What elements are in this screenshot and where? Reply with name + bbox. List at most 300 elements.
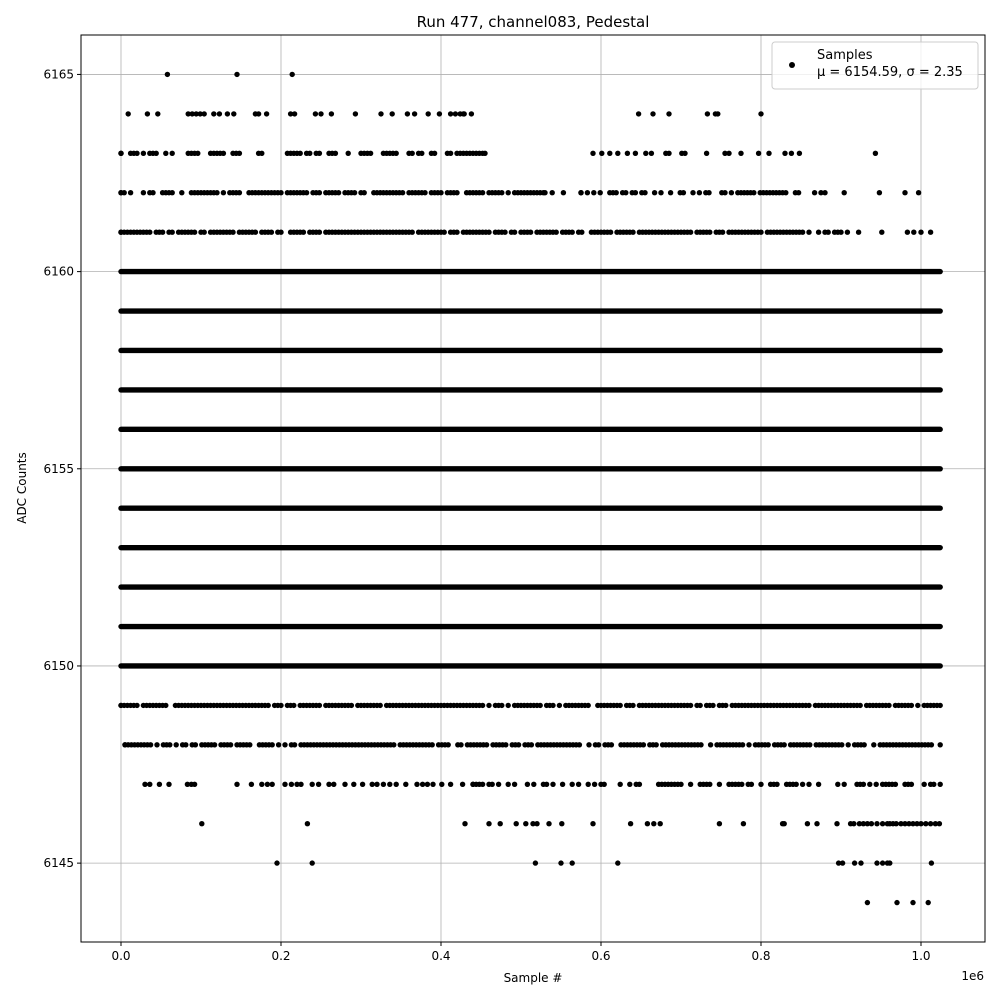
data-point bbox=[782, 821, 787, 826]
data-point bbox=[155, 111, 160, 116]
data-point bbox=[145, 111, 150, 116]
data-point bbox=[937, 821, 942, 826]
data-point bbox=[298, 782, 303, 787]
data-point bbox=[783, 190, 788, 195]
data-point bbox=[642, 190, 647, 195]
data-point bbox=[448, 151, 453, 156]
data-point bbox=[231, 111, 236, 116]
data-point bbox=[926, 900, 931, 905]
data-point bbox=[291, 703, 296, 708]
data-point bbox=[751, 190, 756, 195]
data-point bbox=[865, 900, 870, 905]
data-point bbox=[217, 111, 222, 116]
data-point bbox=[592, 782, 597, 787]
data-point bbox=[316, 782, 321, 787]
data-point bbox=[118, 190, 123, 195]
data-point bbox=[269, 230, 274, 235]
data-point bbox=[852, 860, 857, 865]
data-point bbox=[598, 190, 603, 195]
data-point bbox=[707, 230, 712, 235]
data-point bbox=[310, 782, 315, 787]
data-point bbox=[645, 821, 650, 826]
data-point bbox=[879, 230, 884, 235]
data-point bbox=[929, 860, 934, 865]
data-point bbox=[313, 111, 318, 116]
data-point bbox=[480, 703, 485, 708]
data-point bbox=[858, 860, 863, 865]
data-point bbox=[630, 230, 635, 235]
data-point bbox=[707, 782, 712, 787]
data-point bbox=[141, 190, 146, 195]
data-point bbox=[938, 742, 943, 747]
data-point bbox=[414, 782, 419, 787]
data-point bbox=[628, 821, 633, 826]
data-point bbox=[688, 703, 693, 708]
data-point bbox=[163, 703, 168, 708]
data-point bbox=[916, 190, 921, 195]
data-point bbox=[387, 782, 392, 787]
data-point bbox=[923, 821, 928, 826]
data-point bbox=[122, 742, 127, 747]
data-point bbox=[938, 782, 943, 787]
data-point bbox=[805, 821, 810, 826]
data-point bbox=[807, 742, 812, 747]
data-point bbox=[717, 782, 722, 787]
data-point bbox=[202, 111, 207, 116]
data-point bbox=[570, 230, 575, 235]
data-point bbox=[550, 190, 555, 195]
data-point bbox=[586, 782, 591, 787]
data-point bbox=[486, 821, 491, 826]
data-point bbox=[578, 190, 583, 195]
data-point bbox=[174, 742, 179, 747]
data-point bbox=[816, 230, 821, 235]
data-point bbox=[720, 230, 725, 235]
data-point bbox=[425, 782, 430, 787]
data-point bbox=[812, 190, 817, 195]
data-point bbox=[546, 821, 551, 826]
data-point bbox=[586, 742, 591, 747]
y-tick-label: 6150 bbox=[43, 658, 74, 673]
data-point bbox=[636, 111, 641, 116]
data-point bbox=[931, 782, 936, 787]
data-point bbox=[880, 821, 885, 826]
data-point bbox=[336, 190, 341, 195]
data-point bbox=[400, 190, 405, 195]
data-point bbox=[874, 821, 879, 826]
data-point bbox=[420, 782, 425, 787]
data-point bbox=[533, 860, 538, 865]
data-point bbox=[318, 111, 323, 116]
data-point bbox=[458, 742, 463, 747]
data-point bbox=[349, 703, 354, 708]
data-point bbox=[192, 782, 197, 787]
data-point bbox=[516, 742, 521, 747]
data-point bbox=[374, 782, 379, 787]
data-point bbox=[394, 782, 399, 787]
data-point bbox=[142, 782, 147, 787]
data-point bbox=[806, 230, 811, 235]
data-point bbox=[858, 703, 863, 708]
x-tick-label: 0.8 bbox=[751, 949, 771, 963]
data-point bbox=[834, 821, 839, 826]
data-point bbox=[570, 860, 575, 865]
data-point bbox=[909, 782, 914, 787]
data-point bbox=[570, 782, 575, 787]
data-point bbox=[726, 151, 731, 156]
data-point bbox=[557, 703, 562, 708]
data-point bbox=[542, 190, 547, 195]
data-point bbox=[842, 782, 847, 787]
data-point bbox=[270, 782, 275, 787]
data-point bbox=[800, 230, 805, 235]
data-point bbox=[259, 151, 264, 156]
data-point bbox=[614, 190, 619, 195]
data-point bbox=[274, 860, 279, 865]
data-point bbox=[749, 782, 754, 787]
data-point bbox=[307, 151, 312, 156]
data-point bbox=[480, 190, 485, 195]
data-point bbox=[806, 703, 811, 708]
data-point bbox=[845, 230, 850, 235]
data-point bbox=[317, 190, 322, 195]
data-point bbox=[170, 151, 175, 156]
data-point bbox=[454, 190, 459, 195]
data-point bbox=[426, 111, 431, 116]
data-point bbox=[292, 742, 297, 747]
data-point bbox=[329, 111, 334, 116]
y-tick-label: 6155 bbox=[43, 461, 74, 476]
data-point bbox=[902, 190, 907, 195]
data-point bbox=[305, 821, 310, 826]
data-point bbox=[627, 782, 632, 787]
data-point bbox=[682, 151, 687, 156]
data-point bbox=[490, 782, 495, 787]
data-point bbox=[370, 782, 375, 787]
y-tick-label: 6160 bbox=[43, 264, 74, 279]
data-point bbox=[590, 151, 595, 156]
data-point bbox=[195, 151, 200, 156]
data-point bbox=[862, 742, 867, 747]
data-point bbox=[756, 151, 761, 156]
data-point bbox=[550, 703, 555, 708]
data-point bbox=[586, 703, 591, 708]
data-point bbox=[278, 230, 283, 235]
data-point bbox=[591, 190, 596, 195]
data-point bbox=[846, 742, 851, 747]
data-point bbox=[163, 151, 168, 156]
data-point bbox=[134, 151, 139, 156]
data-point bbox=[512, 230, 517, 235]
data-point bbox=[394, 151, 399, 156]
data-point bbox=[880, 860, 885, 865]
data-point bbox=[282, 742, 287, 747]
data-point bbox=[342, 782, 347, 787]
data-point bbox=[410, 151, 415, 156]
data-point bbox=[256, 111, 261, 116]
data-point bbox=[666, 111, 671, 116]
data-point bbox=[856, 230, 861, 235]
data-point bbox=[609, 742, 614, 747]
data-point bbox=[599, 151, 604, 156]
data-point bbox=[160, 230, 165, 235]
data-point bbox=[523, 821, 528, 826]
data-point bbox=[658, 190, 663, 195]
data-point bbox=[410, 230, 415, 235]
data-point bbox=[134, 703, 139, 708]
data-point bbox=[641, 742, 646, 747]
data-point bbox=[454, 230, 459, 235]
data-point bbox=[512, 782, 517, 787]
data-point bbox=[643, 151, 648, 156]
data-point bbox=[894, 821, 899, 826]
data-point bbox=[419, 151, 424, 156]
data-point bbox=[838, 230, 843, 235]
data-point bbox=[486, 703, 491, 708]
x-tick-label: 0.2 bbox=[271, 949, 291, 963]
data-point bbox=[211, 111, 216, 116]
data-point bbox=[362, 190, 367, 195]
data-point bbox=[150, 190, 155, 195]
data-point bbox=[154, 151, 159, 156]
data-point bbox=[561, 190, 566, 195]
data-point bbox=[758, 230, 763, 235]
data-point bbox=[317, 703, 322, 708]
data-point bbox=[835, 782, 840, 787]
data-point bbox=[118, 703, 123, 708]
data-point bbox=[544, 782, 549, 787]
data-point bbox=[502, 230, 507, 235]
data-point bbox=[304, 190, 309, 195]
data-point bbox=[360, 782, 365, 787]
data-point bbox=[528, 230, 533, 235]
data-point bbox=[381, 782, 386, 787]
data-point bbox=[618, 782, 623, 787]
data-point bbox=[894, 900, 899, 905]
data-point bbox=[438, 190, 443, 195]
data-point bbox=[310, 860, 315, 865]
data-point bbox=[723, 703, 728, 708]
x-axis-offset-label: 1e6 bbox=[961, 969, 984, 983]
data-point bbox=[800, 782, 805, 787]
data-point bbox=[292, 111, 297, 116]
y-axis-label: ADC Counts bbox=[15, 452, 29, 524]
data-point bbox=[869, 821, 874, 826]
data-point bbox=[351, 782, 356, 787]
data-point bbox=[147, 782, 152, 787]
x-tick-label: 0.6 bbox=[591, 949, 611, 963]
data-point bbox=[391, 742, 396, 747]
data-point bbox=[740, 742, 745, 747]
chart-title: Run 477, channel083, Pedestal bbox=[416, 13, 650, 31]
data-point bbox=[874, 860, 879, 865]
data-point bbox=[681, 190, 686, 195]
data-point bbox=[234, 782, 239, 787]
data-point bbox=[615, 151, 620, 156]
data-point bbox=[183, 742, 188, 747]
data-point bbox=[839, 742, 844, 747]
data-point bbox=[154, 742, 159, 747]
data-point bbox=[126, 111, 131, 116]
data-point bbox=[264, 111, 269, 116]
data-point bbox=[118, 151, 123, 156]
data-point bbox=[437, 111, 442, 116]
data-point bbox=[758, 782, 763, 787]
data-point bbox=[840, 860, 845, 865]
data-point bbox=[237, 190, 242, 195]
data-point bbox=[462, 111, 467, 116]
data-point bbox=[797, 151, 802, 156]
data-point bbox=[688, 230, 693, 235]
data-point bbox=[651, 821, 656, 826]
data-point bbox=[577, 742, 582, 747]
data-point bbox=[633, 190, 638, 195]
data-point bbox=[333, 151, 338, 156]
data-point bbox=[448, 782, 453, 787]
data-point bbox=[301, 230, 306, 235]
x-tick-label: 0.4 bbox=[431, 949, 451, 963]
data-point bbox=[506, 703, 511, 708]
data-point bbox=[460, 782, 465, 787]
data-point bbox=[157, 782, 162, 787]
data-point bbox=[167, 742, 172, 747]
data-point bbox=[650, 111, 655, 116]
data-point bbox=[148, 742, 153, 747]
data-point bbox=[579, 230, 584, 235]
data-point bbox=[782, 151, 787, 156]
data-point bbox=[470, 782, 475, 787]
data-point bbox=[886, 703, 891, 708]
data-point bbox=[278, 703, 283, 708]
data-point bbox=[462, 821, 467, 826]
data-point bbox=[929, 742, 934, 747]
data-point bbox=[228, 742, 233, 747]
data-point bbox=[234, 72, 239, 77]
data-point bbox=[378, 703, 383, 708]
data-point bbox=[928, 230, 933, 235]
data-point bbox=[225, 111, 230, 116]
data-point bbox=[514, 821, 519, 826]
data-point bbox=[710, 703, 715, 708]
data-point bbox=[531, 782, 536, 787]
data-point bbox=[558, 860, 563, 865]
data-point bbox=[871, 742, 876, 747]
data-point bbox=[668, 190, 673, 195]
data-point bbox=[378, 111, 383, 116]
data-point bbox=[439, 782, 444, 787]
data-point bbox=[739, 782, 744, 787]
data-point bbox=[590, 821, 595, 826]
data-point bbox=[746, 742, 751, 747]
data-point bbox=[806, 782, 811, 787]
legend-marker bbox=[789, 62, 795, 68]
data-point bbox=[289, 782, 294, 787]
data-point bbox=[193, 742, 198, 747]
data-point bbox=[766, 742, 771, 747]
data-point bbox=[265, 782, 270, 787]
data-point bbox=[652, 190, 657, 195]
data-point bbox=[422, 190, 427, 195]
data-point bbox=[221, 190, 226, 195]
legend-stats: μ = 6154.59, σ = 2.35 bbox=[817, 65, 963, 80]
data-point bbox=[633, 151, 638, 156]
data-point bbox=[554, 230, 559, 235]
data-point bbox=[873, 151, 878, 156]
data-point bbox=[697, 190, 702, 195]
data-point bbox=[486, 230, 491, 235]
data-point bbox=[352, 190, 357, 195]
data-point bbox=[708, 742, 713, 747]
data-point bbox=[480, 782, 485, 787]
data-point bbox=[596, 742, 601, 747]
data-point bbox=[202, 230, 207, 235]
data-point bbox=[405, 111, 410, 116]
data-point bbox=[560, 782, 565, 787]
legend-series-name: Samples bbox=[817, 48, 873, 63]
data-point bbox=[602, 782, 607, 787]
data-point bbox=[317, 230, 322, 235]
data-point bbox=[221, 151, 226, 156]
data-point bbox=[826, 230, 831, 235]
data-point bbox=[170, 230, 175, 235]
data-point bbox=[390, 111, 395, 116]
data-point bbox=[446, 742, 451, 747]
data-point bbox=[918, 821, 923, 826]
data-point bbox=[796, 190, 801, 195]
data-point bbox=[625, 151, 630, 156]
y-tick-label: 6165 bbox=[43, 67, 74, 82]
data-point bbox=[538, 703, 543, 708]
data-point bbox=[893, 782, 898, 787]
data-point bbox=[774, 782, 779, 787]
data-point bbox=[496, 782, 501, 787]
data-point bbox=[816, 782, 821, 787]
data-point bbox=[918, 230, 923, 235]
data-point bbox=[482, 151, 487, 156]
data-point bbox=[170, 190, 175, 195]
data-point bbox=[909, 703, 914, 708]
data-point bbox=[722, 190, 727, 195]
data-point bbox=[469, 111, 474, 116]
data-point bbox=[448, 111, 453, 116]
data-point bbox=[607, 151, 612, 156]
data-point bbox=[905, 230, 910, 235]
data-point bbox=[741, 821, 746, 826]
data-point bbox=[782, 742, 787, 747]
data-point bbox=[141, 151, 146, 156]
y-tick-label: 6145 bbox=[43, 856, 74, 871]
data-point bbox=[282, 782, 287, 787]
data-point bbox=[484, 742, 489, 747]
data-point bbox=[814, 821, 819, 826]
data-point bbox=[166, 782, 171, 787]
data-point bbox=[442, 230, 447, 235]
data-point bbox=[911, 230, 916, 235]
data-point bbox=[249, 782, 254, 787]
data-point bbox=[403, 782, 408, 787]
data-point bbox=[550, 782, 555, 787]
data-point bbox=[649, 151, 654, 156]
data-point bbox=[928, 821, 933, 826]
data-point bbox=[789, 151, 794, 156]
data-point bbox=[179, 190, 184, 195]
data-point bbox=[317, 151, 322, 156]
data-point bbox=[498, 821, 503, 826]
data-point bbox=[503, 742, 508, 747]
data-point bbox=[717, 821, 722, 826]
data-point bbox=[585, 190, 590, 195]
data-point bbox=[230, 230, 235, 235]
